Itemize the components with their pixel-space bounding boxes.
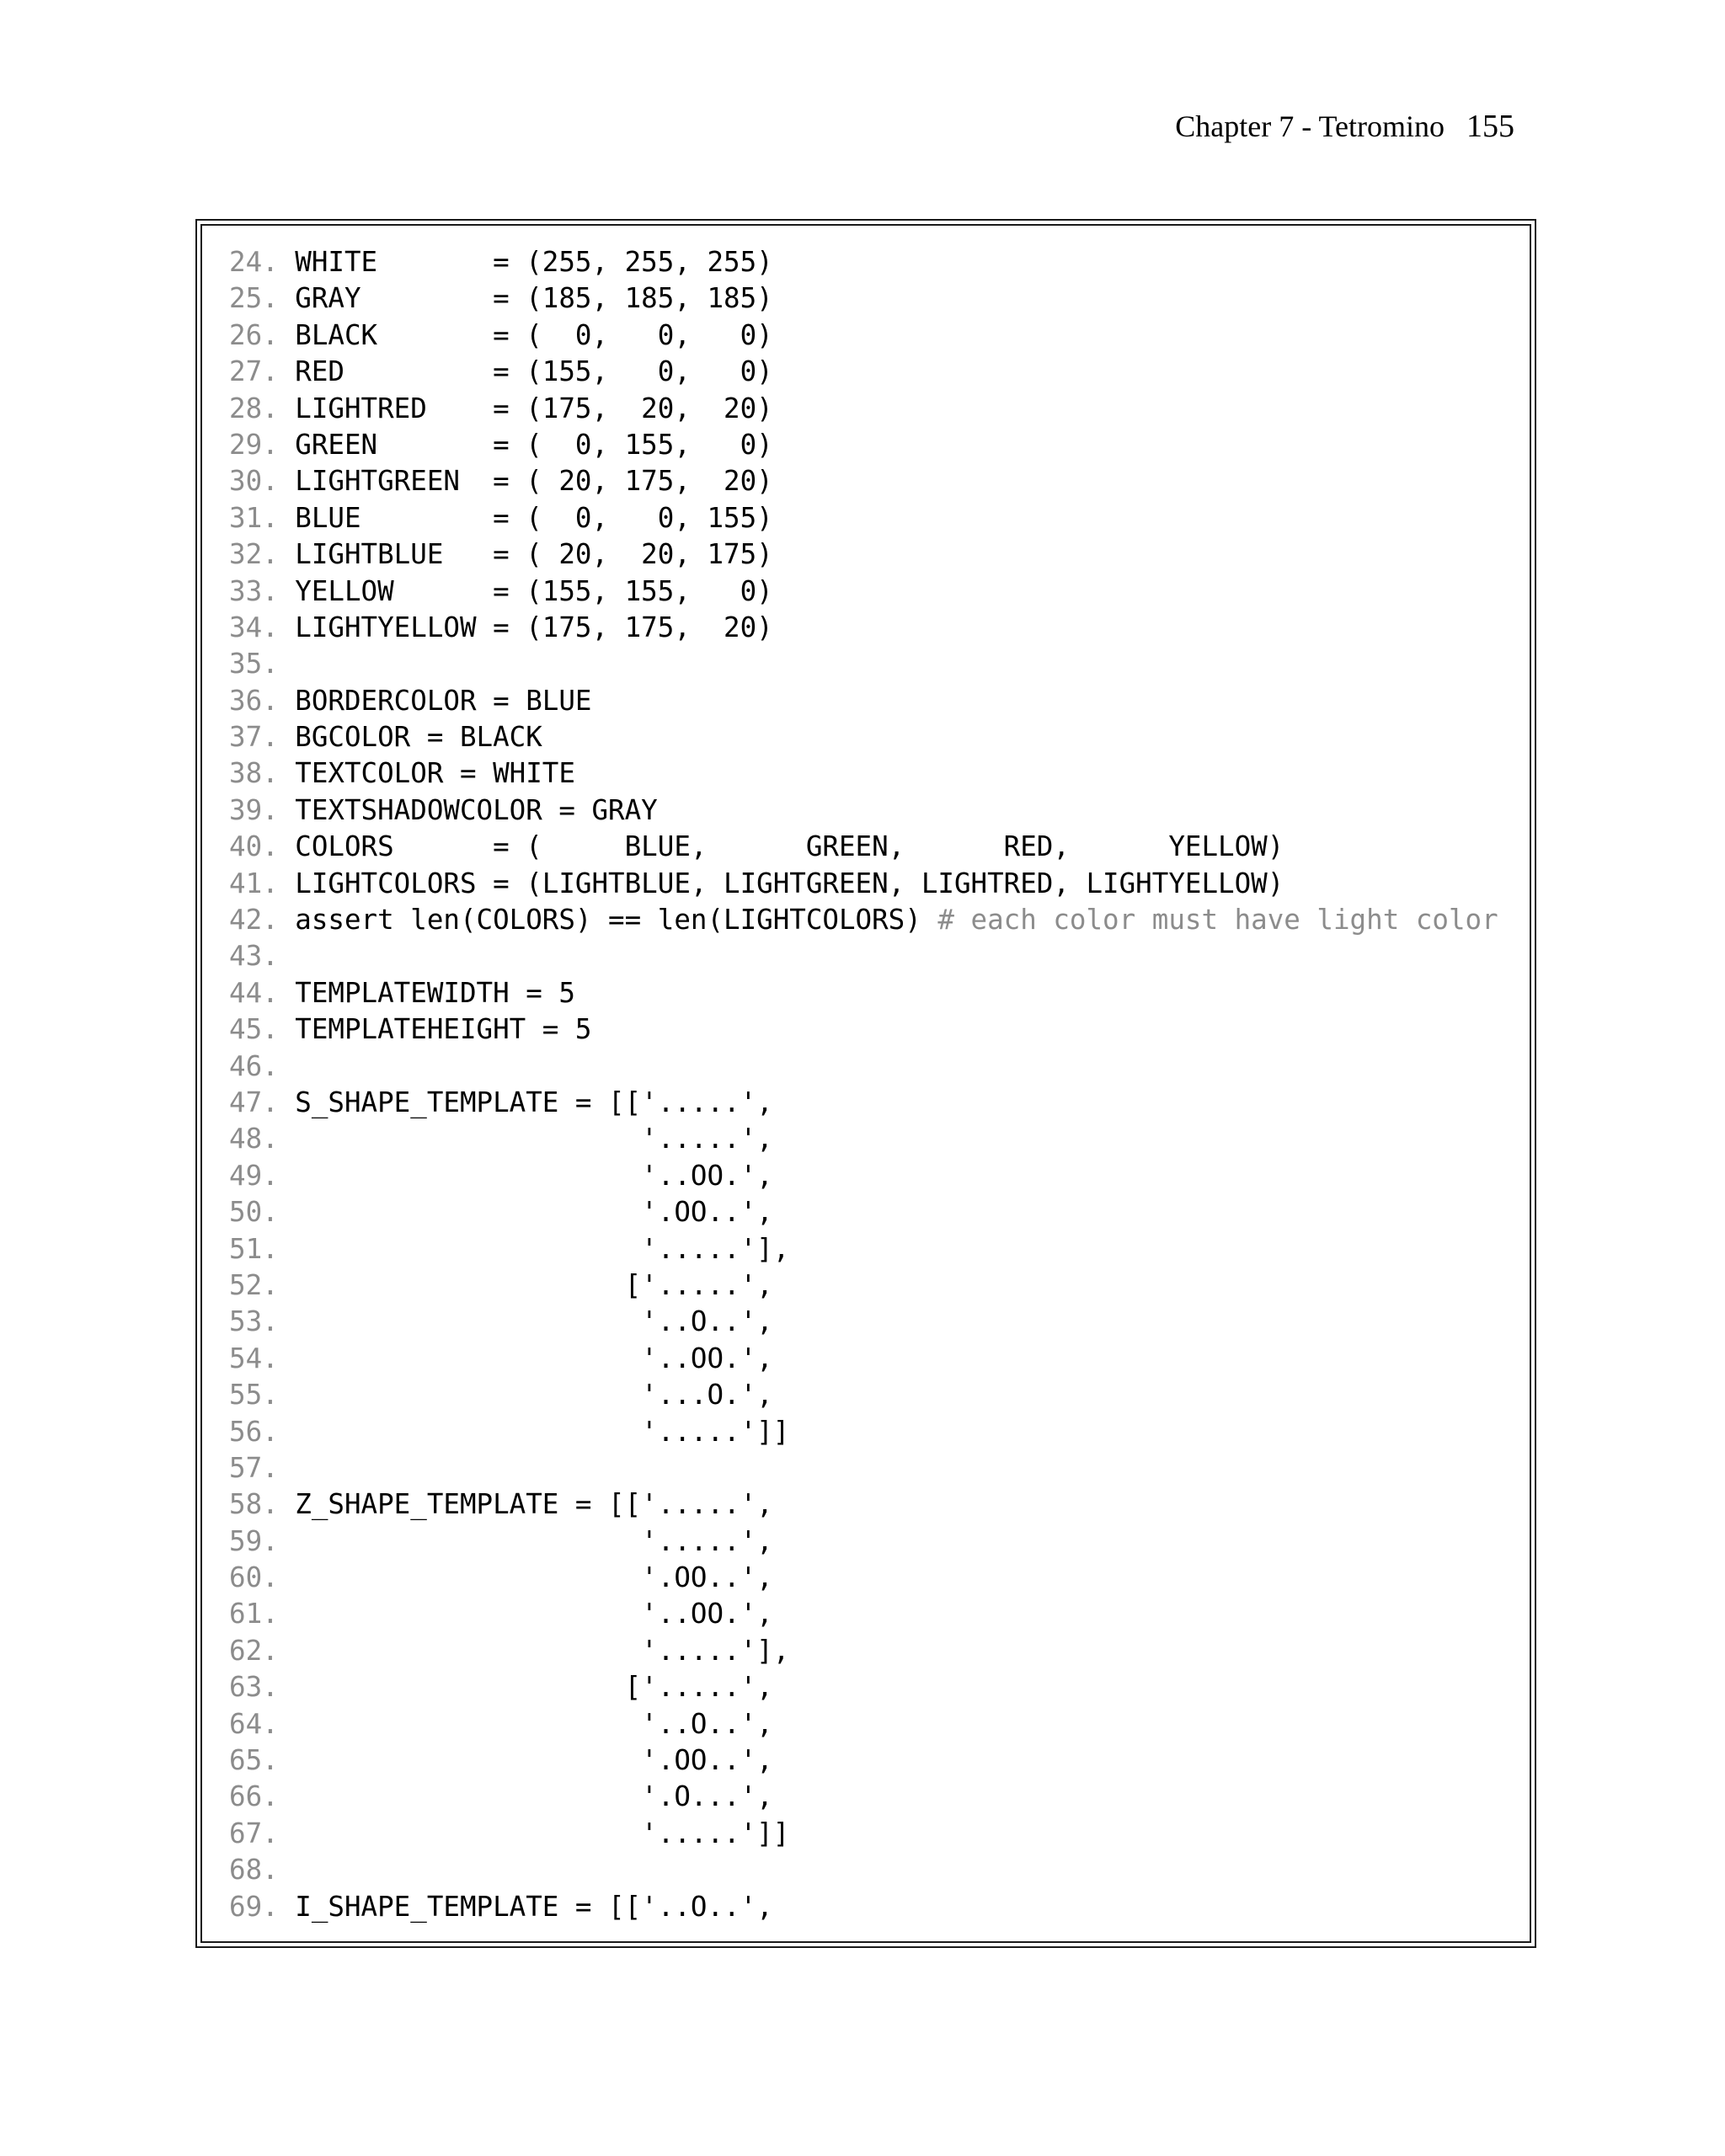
line-number: 43.: [229, 940, 279, 973]
line-number: 51.: [229, 1232, 279, 1265]
line-number: 62.: [229, 1634, 279, 1667]
line-number: 36.: [229, 684, 279, 717]
line-number: 58.: [229, 1488, 279, 1521]
line-number: 60.: [229, 1561, 279, 1594]
code-text: LIGHTGREEN = ( 20, 175, 20): [295, 465, 773, 498]
code-line: [229, 1158, 1518, 1194]
line-number: 24.: [229, 246, 279, 278]
code-line: [229, 1852, 1518, 1888]
code-line: [229, 1524, 1518, 1560]
code-line: [229, 755, 1518, 792]
code-line: [229, 938, 1518, 974]
code-text: ['.....',: [295, 1671, 773, 1704]
code-line: [229, 1779, 1518, 1815]
line-number: 65.: [229, 1744, 279, 1777]
code-text: ['.....',: [295, 1268, 773, 1301]
line-number: 44.: [229, 976, 279, 1009]
code-line: [229, 683, 1518, 719]
line-number: 34.: [229, 611, 279, 643]
code-text: '.....'],: [295, 1634, 790, 1667]
line-number: 66.: [229, 1780, 279, 1813]
line-number: 35.: [229, 648, 279, 680]
line-number: 42.: [229, 904, 279, 937]
code-text: BLUE = ( 0, 0, 155): [295, 501, 773, 534]
code-text: '.....',: [295, 1123, 773, 1155]
code-line: [229, 1596, 1518, 1632]
code-text: LIGHTRED = (175, 20, 20): [295, 392, 773, 424]
code-text: Z_SHAPE_TEMPLATE = [['.....',: [295, 1488, 773, 1521]
line-number: 39.: [229, 793, 279, 826]
code-line: [229, 354, 1518, 390]
code-comment: # each color must have light color: [937, 904, 1498, 937]
code-text: '.....']]: [295, 1817, 790, 1849]
code-line: [229, 866, 1518, 902]
line-number: 26.: [229, 318, 279, 351]
code-text: '...O.',: [295, 1379, 773, 1412]
line-number: 53.: [229, 1305, 279, 1338]
code-line: [229, 280, 1518, 317]
code-text: '.....']]: [295, 1415, 790, 1448]
code-line: [229, 1304, 1518, 1340]
code-text: '.OO..',: [295, 1561, 773, 1594]
code-text: LIGHTBLUE = ( 20, 20, 175): [295, 538, 773, 571]
code-text: GREEN = ( 0, 155, 0): [295, 428, 773, 461]
code-text: '..OO.',: [295, 1159, 773, 1192]
line-number: 41.: [229, 867, 279, 899]
code-text: S_SHAPE_TEMPLATE = [['.....',: [295, 1086, 773, 1118]
code-line: [229, 1011, 1518, 1048]
line-number: 29.: [229, 428, 279, 461]
code-line: [229, 574, 1518, 610]
running-header: [1175, 108, 1514, 145]
code-line: [229, 646, 1518, 682]
code-text: '..OO.',: [295, 1598, 773, 1630]
line-number: 50.: [229, 1196, 279, 1229]
line-number: 37.: [229, 721, 279, 754]
line-number: 55.: [229, 1379, 279, 1412]
code-line: [229, 610, 1518, 646]
code-line: [229, 1341, 1518, 1377]
line-number: 38.: [229, 757, 279, 790]
code-text: TEMPLATEWIDTH = 5: [295, 976, 575, 1009]
line-number: 33.: [229, 574, 279, 607]
code-line: [229, 427, 1518, 463]
code-line: [229, 829, 1518, 865]
code-text: '..OO.',: [295, 1342, 773, 1374]
code-text: COLORS = ( BLUE, GREEN, RED, YELLOW): [295, 830, 1284, 863]
code-text: I_SHAPE_TEMPLATE = [['..O..',: [295, 1890, 773, 1923]
code-line: [229, 1085, 1518, 1121]
code-line: [229, 500, 1518, 536]
code-line: [229, 902, 1518, 938]
code-text: RED = (155, 0, 0): [295, 355, 773, 388]
code-text: TEXTSHADOWCOLOR = GRAY: [295, 793, 658, 826]
line-number: 31.: [229, 501, 279, 534]
code-text: TEMPLATEHEIGHT = 5: [295, 1013, 592, 1046]
code-line: [229, 463, 1518, 499]
code-text: '..O..',: [295, 1305, 773, 1338]
code-line: [229, 1049, 1518, 1085]
code-line: [229, 1742, 1518, 1779]
code-line: [229, 1816, 1518, 1852]
code-text: LIGHTYELLOW = (175, 175, 20): [295, 611, 773, 643]
code-line: [229, 391, 1518, 427]
line-number: 57.: [229, 1451, 279, 1484]
line-number: 67.: [229, 1817, 279, 1849]
line-number: 49.: [229, 1159, 279, 1192]
code-line: [229, 1560, 1518, 1596]
code-line: [229, 318, 1518, 354]
code-listing: [229, 244, 1518, 1925]
line-number: 46.: [229, 1049, 279, 1082]
line-number: 69.: [229, 1890, 279, 1923]
line-number: 28.: [229, 392, 279, 424]
code-line: [229, 975, 1518, 1011]
code-line: [229, 1633, 1518, 1669]
code-text: '.O...',: [295, 1780, 773, 1813]
code-line: [229, 1267, 1518, 1304]
code-line: [229, 1889, 1518, 1925]
code-line: [229, 1450, 1518, 1486]
line-number: 30.: [229, 465, 279, 498]
code-line: [229, 1194, 1518, 1230]
line-number: 48.: [229, 1123, 279, 1155]
code-text: assert len(COLORS) == len(LIGHTCOLORS): [295, 904, 938, 937]
code-line: [229, 1377, 1518, 1413]
code-line: [229, 1669, 1518, 1705]
code-text: '.OO..',: [295, 1196, 773, 1229]
code-text: WHITE = (255, 255, 255): [295, 246, 773, 278]
code-text: LIGHTCOLORS = (LIGHTBLUE, LIGHTGREEN, LIGHTRED, LIGHTYELLOW): [295, 867, 1284, 899]
code-text: BGCOLOR = BLACK: [295, 721, 542, 754]
code-line: [229, 1231, 1518, 1267]
code-text: '.....'],: [295, 1232, 790, 1265]
line-number: 45.: [229, 1013, 279, 1046]
line-number: 54.: [229, 1342, 279, 1374]
code-text: TEXTCOLOR = WHITE: [295, 757, 575, 790]
code-text: '..O..',: [295, 1707, 773, 1740]
line-number: 40.: [229, 830, 279, 863]
line-number: 63.: [229, 1671, 279, 1704]
line-number: 52.: [229, 1268, 279, 1301]
line-number: 64.: [229, 1707, 279, 1740]
line-number: 47.: [229, 1086, 279, 1118]
line-number: 32.: [229, 538, 279, 571]
line-number: 61.: [229, 1598, 279, 1630]
chapter-title: Chapter 7 - Tetromino: [1175, 109, 1445, 143]
code-text: BORDERCOLOR = BLUE: [295, 684, 592, 717]
code-text: YELLOW = (155, 155, 0): [295, 574, 773, 607]
line-number: 68.: [229, 1854, 279, 1886]
code-text: BLACK = ( 0, 0, 0): [295, 318, 773, 351]
page-number: 155: [1466, 109, 1514, 144]
code-line: [229, 536, 1518, 573]
line-number: 59.: [229, 1524, 279, 1557]
code-line: [229, 1414, 1518, 1450]
code-listing-frame: [195, 219, 1536, 1948]
line-number: 25.: [229, 282, 279, 315]
line-number: 27.: [229, 355, 279, 388]
code-line: [229, 719, 1518, 755]
code-line: [229, 1486, 1518, 1523]
code-line: [229, 244, 1518, 280]
code-line: [229, 1121, 1518, 1157]
code-text: GRAY = (185, 185, 185): [295, 282, 773, 315]
line-number: 56.: [229, 1415, 279, 1448]
code-line: [229, 792, 1518, 829]
code-text: '.....',: [295, 1524, 773, 1557]
code-text: '.OO..',: [295, 1744, 773, 1777]
code-line: [229, 1706, 1518, 1742]
